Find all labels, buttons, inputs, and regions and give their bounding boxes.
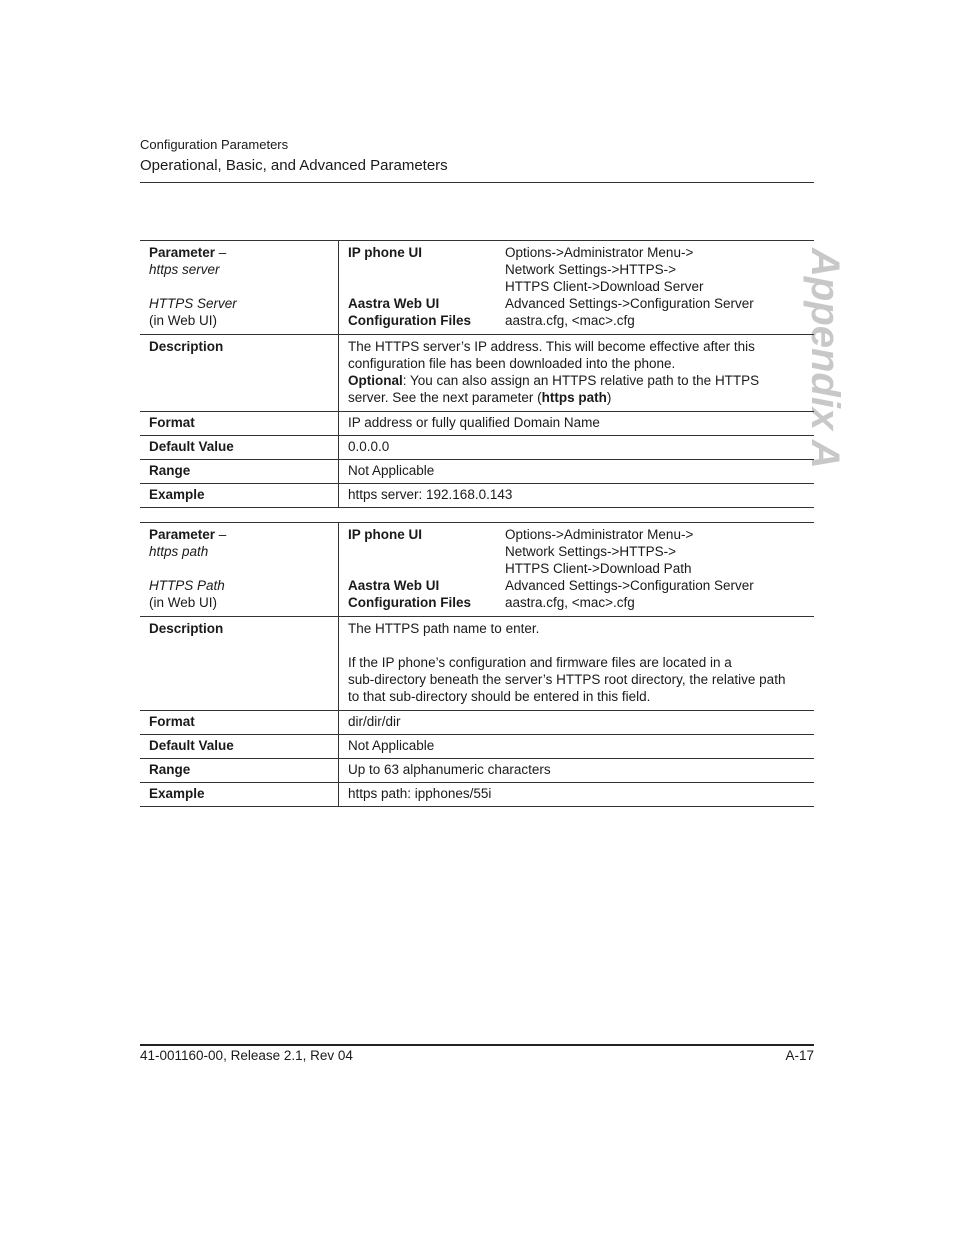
param-name-cell — [140, 241, 339, 335]
example-value: https server: 192.168.0.143 — [339, 484, 815, 508]
footer-rule — [140, 1044, 814, 1046]
ip-phone-ui-path-line: Options->Administrator Menu-> — [505, 527, 694, 542]
description-cell — [339, 617, 815, 711]
config-files: aastra.cfg, <mac>.cfg — [505, 595, 635, 610]
description-line: sub-directory beneath the server’s HTTPS root directory, the relative path — [348, 672, 786, 687]
table-row — [140, 412, 814, 436]
table-row — [140, 617, 814, 711]
description-line: The HTTPS path name to enter. — [348, 621, 540, 636]
param-name: https server — [149, 262, 220, 277]
example-label: Example — [140, 484, 339, 508]
param-table-https-path — [140, 522, 814, 807]
table-row — [140, 460, 814, 484]
ip-phone-ui-path-line: Options->Administrator Menu-> — [505, 245, 694, 260]
description-cell — [339, 335, 815, 412]
footer-page-number: A-17 — [785, 1048, 814, 1063]
header-section: Configuration Parameters — [140, 137, 289, 152]
description-line: If the IP phone’s configuration and firmware files are located in a — [348, 655, 732, 670]
header-rule — [140, 182, 814, 183]
footer-doc-id: 41-001160-00, Release 2.1, Rev 04 — [140, 1048, 353, 1063]
range-label: Range — [140, 460, 339, 484]
web-param-name: HTTPS Path — [149, 578, 225, 593]
optional-text: : You can also assign an HTTPS relative path to the HTTPS — [402, 373, 760, 388]
config-files-label: Configuration Files — [348, 313, 471, 328]
param-dash: – — [215, 527, 227, 542]
web-param-name: HTTPS Server — [149, 296, 237, 311]
table-row — [140, 436, 814, 460]
web-param-note: (in Web UI) — [149, 313, 218, 328]
table-row — [140, 711, 814, 735]
description-label: Description — [140, 617, 339, 711]
ip-phone-ui-label: IP phone UI — [348, 245, 423, 260]
param-location-cell — [339, 241, 815, 335]
optional-label: Optional — [348, 373, 403, 388]
default-value: Not Applicable — [339, 735, 815, 759]
ip-phone-ui-label: IP phone UI — [348, 527, 423, 542]
header-subsection: Operational, Basic, and Advanced Parameters — [140, 157, 448, 174]
ip-phone-ui-path-line: HTTPS Client->Download Path — [505, 561, 692, 576]
format-value: dir/dir/dir — [339, 711, 815, 735]
ip-phone-ui-path-line: Network Settings->HTTPS-> — [505, 262, 677, 277]
web-param-note: (in Web UI) — [149, 595, 218, 610]
param-label: Parameter — [149, 245, 216, 260]
default-value: 0.0.0.0 — [339, 436, 815, 460]
appendix-side-tab-text: Appendix A — [803, 248, 847, 469]
example-value: https path: ipphones/55i — [339, 783, 815, 807]
param-label: Parameter — [149, 527, 216, 542]
table-row — [140, 523, 814, 617]
optional-end: ) — [606, 390, 612, 405]
default-label: Default Value — [140, 436, 339, 460]
param-dash: – — [215, 245, 227, 260]
default-label: Default Value — [140, 735, 339, 759]
description-line: to that sub-directory should be entered in this field. — [348, 689, 651, 704]
description-line: The HTTPS server’s IP address. This will become effective after this — [348, 339, 755, 354]
param-name: https path — [149, 544, 209, 559]
optional-ref: https path — [541, 390, 607, 405]
config-files-label: Configuration Files — [348, 595, 471, 610]
web-ui-label: Aastra Web UI — [348, 296, 440, 311]
range-label: Range — [140, 759, 339, 783]
table-row — [140, 759, 814, 783]
param-location-cell — [339, 523, 815, 617]
range-value: Up to 63 alphanumeric characters — [339, 759, 815, 783]
format-label: Format — [140, 711, 339, 735]
param-table-https-server — [140, 240, 814, 508]
config-files: aastra.cfg, <mac>.cfg — [505, 313, 635, 328]
web-ui-path: Advanced Settings->Configuration Server — [505, 296, 754, 311]
ip-phone-ui-path-line: HTTPS Client->Download Server — [505, 279, 704, 294]
table-row — [140, 783, 814, 807]
format-label: Format — [140, 412, 339, 436]
web-ui-path: Advanced Settings->Configuration Server — [505, 578, 754, 593]
description-line: configuration file has been downloaded into the phone. — [348, 356, 676, 371]
table-row — [140, 484, 814, 508]
table-row — [140, 241, 814, 335]
format-value: IP address or fully qualified Domain Name — [339, 412, 815, 436]
table-row — [140, 335, 814, 412]
description-label: Description — [140, 335, 339, 412]
optional-text: server. See the next parameter ( — [348, 390, 542, 405]
range-value: Not Applicable — [339, 460, 815, 484]
ip-phone-ui-path-line: Network Settings->HTTPS-> — [505, 544, 677, 559]
web-ui-label: Aastra Web UI — [348, 578, 440, 593]
example-label: Example — [140, 783, 339, 807]
table-row — [140, 735, 814, 759]
param-name-cell — [140, 523, 339, 617]
